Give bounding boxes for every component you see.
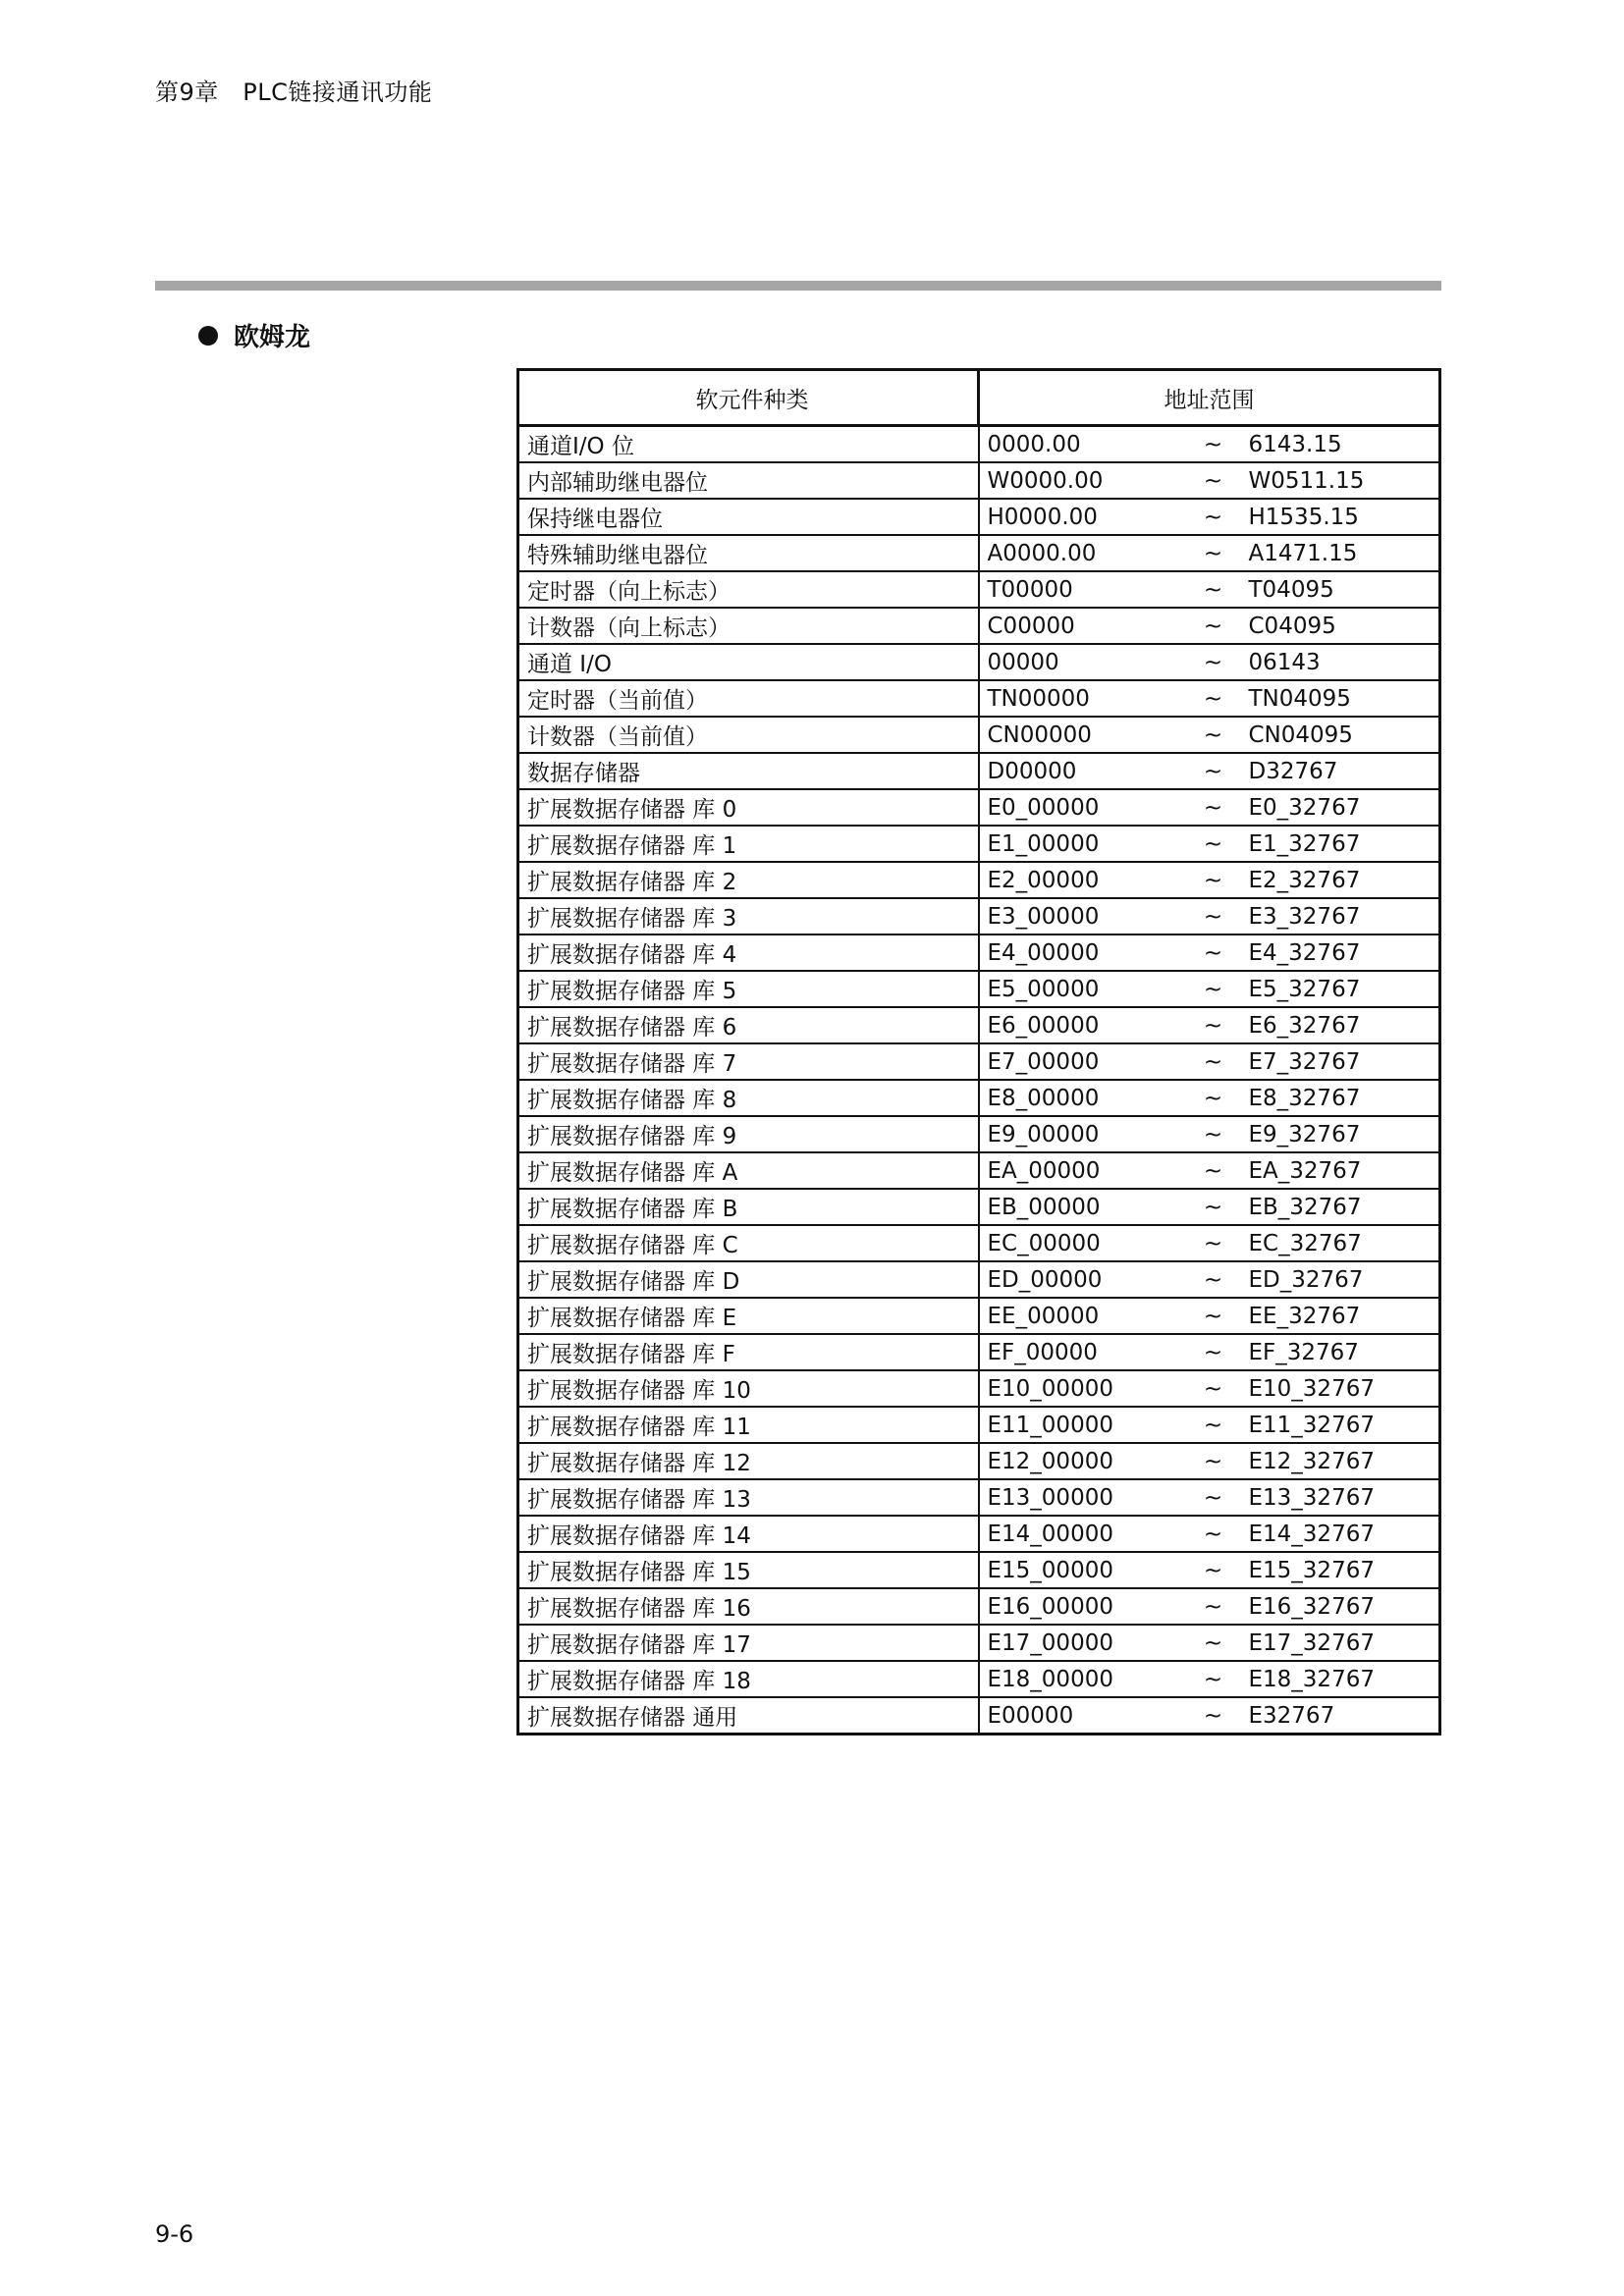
table-body	[518, 426, 1440, 1735]
range-end: EB_32767	[1248, 1194, 1362, 1220]
range-end: E15_32767	[1248, 1557, 1375, 1583]
range-separator: ~	[1203, 540, 1223, 566]
table-header-row	[518, 370, 1440, 426]
table-row	[518, 789, 1440, 826]
range-separator: ~	[1203, 1666, 1223, 1692]
range-separator: ~	[1203, 867, 1223, 893]
range-separator: ~	[1203, 721, 1223, 748]
address-range-cell	[979, 1116, 1440, 1152]
range-start: E8_00000	[987, 1085, 1100, 1111]
device-type-cell: 扩展数据存储器 库 3	[518, 898, 979, 934]
range-end: E5_32767	[1248, 976, 1361, 1002]
range-start: E9_00000	[987, 1121, 1100, 1148]
table-row	[518, 1334, 1440, 1370]
address-range-cell	[979, 426, 1440, 463]
device-type-cell: 内部辅助继电器位	[518, 462, 979, 499]
range-start: EB_00000	[987, 1194, 1101, 1220]
device-type-cell: 扩展数据存储器 库 5	[518, 971, 979, 1007]
range-separator: ~	[1203, 1048, 1223, 1075]
range-start: E18_00000	[987, 1666, 1113, 1692]
range-separator: ~	[1203, 1557, 1223, 1583]
device-type-cell: 扩展数据存储器 库 7	[518, 1043, 979, 1080]
range-start: TN00000	[987, 685, 1090, 712]
table-row	[518, 680, 1440, 717]
range-start: ED_00000	[987, 1266, 1103, 1293]
header-device-type: 软元件种类	[518, 370, 979, 426]
range-end: TN04095	[1248, 685, 1351, 712]
range-start: E5_00000	[987, 976, 1100, 1002]
range-end: E16_32767	[1248, 1593, 1375, 1620]
table-row	[518, 571, 1440, 608]
address-range-cell	[979, 1225, 1440, 1261]
range-end: E17_32767	[1248, 1629, 1375, 1656]
bullet-icon	[198, 326, 218, 346]
range-separator: ~	[1203, 830, 1223, 857]
range-end: D32767	[1248, 758, 1338, 784]
table-row	[518, 1043, 1440, 1080]
range-separator: ~	[1203, 431, 1223, 457]
range-start: E4_00000	[987, 939, 1100, 966]
table-row	[518, 826, 1440, 862]
section-heading	[198, 317, 310, 353]
range-end: E8_32767	[1248, 1085, 1361, 1111]
address-range-cell	[979, 535, 1440, 571]
header-address-range: 地址范围	[979, 370, 1440, 426]
range-end: ED_32767	[1248, 1266, 1364, 1293]
range-separator: ~	[1203, 1157, 1223, 1184]
device-type-cell: 扩展数据存储器 库 0	[518, 789, 979, 826]
table-row	[518, 1189, 1440, 1225]
address-range-cell	[979, 680, 1440, 717]
address-range-cell	[979, 1261, 1440, 1298]
address-range-cell	[979, 1516, 1440, 1552]
range-end: EF_32767	[1248, 1339, 1359, 1365]
range-separator: ~	[1203, 1194, 1223, 1220]
table-row	[518, 1443, 1440, 1479]
range-end: H1535.15	[1248, 504, 1359, 530]
section-divider	[155, 281, 1441, 291]
device-type-cell: 定时器（向上标志）	[518, 571, 979, 608]
table-row	[518, 717, 1440, 753]
range-end: E10_32767	[1248, 1375, 1375, 1402]
address-range-cell	[979, 1407, 1440, 1443]
table-row	[518, 462, 1440, 499]
device-type-cell: 通道I/O 位	[518, 426, 979, 463]
table-row	[518, 1370, 1440, 1407]
table-row	[518, 1479, 1440, 1516]
page-number: 9-6	[155, 2220, 194, 2248]
address-range-cell	[979, 1479, 1440, 1516]
range-separator: ~	[1203, 1121, 1223, 1148]
address-range-cell	[979, 1625, 1440, 1661]
range-start: 00000	[987, 649, 1059, 675]
range-start: EF_00000	[987, 1339, 1098, 1365]
table-row	[518, 1697, 1440, 1735]
device-type-cell: 扩展数据存储器 库 8	[518, 1080, 979, 1116]
table-row	[518, 608, 1440, 644]
range-start: EE_00000	[987, 1303, 1100, 1329]
range-separator: ~	[1203, 1629, 1223, 1656]
table-row	[518, 1552, 1440, 1588]
address-range-cell	[979, 898, 1440, 934]
range-separator: ~	[1203, 1702, 1223, 1729]
address-range-cell	[979, 499, 1440, 535]
address-range-cell	[979, 1152, 1440, 1189]
device-type-cell: 扩展数据存储器 库 18	[518, 1661, 979, 1697]
table-row	[518, 971, 1440, 1007]
range-separator: ~	[1203, 613, 1223, 639]
range-separator: ~	[1203, 1303, 1223, 1329]
address-range-cell	[979, 1697, 1440, 1735]
range-start: EA_00000	[987, 1157, 1101, 1184]
address-range-cell	[979, 934, 1440, 971]
range-end: T04095	[1248, 576, 1334, 603]
range-start: E00000	[987, 1702, 1074, 1729]
range-separator: ~	[1203, 685, 1223, 712]
address-range-cell	[979, 1370, 1440, 1407]
device-type-cell: 扩展数据存储器 库 16	[518, 1588, 979, 1625]
range-start: CN00000	[987, 721, 1092, 748]
range-start: E16_00000	[987, 1593, 1113, 1620]
address-range-cell	[979, 1334, 1440, 1370]
address-range-cell	[979, 1443, 1440, 1479]
range-end: E13_32767	[1248, 1484, 1375, 1511]
range-end: E0_32767	[1248, 794, 1361, 821]
range-start: EC_00000	[987, 1230, 1101, 1256]
range-start: E3_00000	[987, 903, 1100, 930]
range-start: T00000	[987, 576, 1073, 603]
range-start: E15_00000	[987, 1557, 1113, 1583]
range-separator: ~	[1203, 1593, 1223, 1620]
table-row	[518, 426, 1440, 463]
range-start: A0000.00	[987, 540, 1097, 566]
address-range-cell	[979, 717, 1440, 753]
range-end: E18_32767	[1248, 1666, 1375, 1692]
range-start: E1_00000	[987, 830, 1100, 857]
table-row	[518, 1152, 1440, 1189]
range-end: EE_32767	[1248, 1303, 1361, 1329]
range-end: C04095	[1248, 613, 1336, 639]
address-range-cell	[979, 1043, 1440, 1080]
table-row	[518, 1407, 1440, 1443]
range-end: E14_32767	[1248, 1521, 1375, 1547]
range-separator: ~	[1203, 1085, 1223, 1111]
range-start: C00000	[987, 613, 1075, 639]
range-start: E2_00000	[987, 867, 1100, 893]
range-end: A1471.15	[1248, 540, 1358, 566]
range-start: E0_00000	[987, 794, 1100, 821]
address-range-cell	[979, 644, 1440, 680]
range-separator: ~	[1203, 467, 1223, 494]
range-end: E4_32767	[1248, 939, 1361, 966]
table-row	[518, 1588, 1440, 1625]
range-separator: ~	[1203, 1448, 1223, 1474]
range-end: E3_32767	[1248, 903, 1361, 930]
device-type-cell: 通道 I/O	[518, 644, 979, 680]
range-end: EC_32767	[1248, 1230, 1362, 1256]
device-type-cell: 扩展数据存储器 库 4	[518, 934, 979, 971]
address-range-cell	[979, 753, 1440, 789]
section-title: 欧姆龙	[234, 323, 311, 352]
device-type-cell: 扩展数据存储器 库 10	[518, 1370, 979, 1407]
address-range-cell	[979, 571, 1440, 608]
table-row	[518, 862, 1440, 898]
table-row	[518, 1080, 1440, 1116]
range-end: 06143	[1248, 649, 1321, 675]
range-end: E11_32767	[1248, 1412, 1375, 1438]
range-start: H0000.00	[987, 504, 1098, 530]
range-end: EA_32767	[1248, 1157, 1362, 1184]
range-end: E1_32767	[1248, 830, 1361, 857]
device-type-cell: 扩展数据存储器 库 B	[518, 1189, 979, 1225]
device-type-cell: 扩展数据存储器 库 C	[518, 1225, 979, 1261]
range-separator: ~	[1203, 576, 1223, 603]
table-row	[518, 1116, 1440, 1152]
device-type-cell: 保持继电器位	[518, 499, 979, 535]
device-type-cell: 扩展数据存储器 库 17	[518, 1625, 979, 1661]
range-end: CN04095	[1248, 721, 1353, 748]
range-separator: ~	[1203, 1230, 1223, 1256]
range-start: E12_00000	[987, 1448, 1113, 1474]
range-end: E7_32767	[1248, 1048, 1361, 1075]
range-separator: ~	[1203, 1375, 1223, 1402]
range-separator: ~	[1203, 504, 1223, 530]
range-start: E17_00000	[987, 1629, 1113, 1656]
device-type-cell: 计数器（当前值）	[518, 717, 979, 753]
table-row	[518, 898, 1440, 934]
table-row	[518, 1625, 1440, 1661]
device-type-cell: 扩展数据存储器 库 A	[518, 1152, 979, 1189]
address-range-cell	[979, 608, 1440, 644]
device-type-cell: 特殊辅助继电器位	[518, 535, 979, 571]
range-start: 0000.00	[987, 431, 1081, 457]
device-type-cell: 扩展数据存储器 库 2	[518, 862, 979, 898]
range-end: E2_32767	[1248, 867, 1361, 893]
range-start: E10_00000	[987, 1375, 1113, 1402]
device-type-cell: 数据存储器	[518, 753, 979, 789]
device-type-cell: 扩展数据存储器 库 13	[518, 1479, 979, 1516]
device-type-cell: 扩展数据存储器 库 D	[518, 1261, 979, 1298]
table-row	[518, 535, 1440, 571]
device-type-cell: 扩展数据存储器 库 1	[518, 826, 979, 862]
device-type-cell: 扩展数据存储器 库 14	[518, 1516, 979, 1552]
address-range-cell	[979, 971, 1440, 1007]
range-separator: ~	[1203, 1012, 1223, 1039]
range-separator: ~	[1203, 649, 1223, 675]
range-separator: ~	[1203, 1521, 1223, 1547]
range-start: D00000	[987, 758, 1077, 784]
device-type-cell: 扩展数据存储器 库 15	[518, 1552, 979, 1588]
range-end: E12_32767	[1248, 1448, 1375, 1474]
table-row	[518, 1661, 1440, 1697]
device-type-cell: 扩展数据存储器 库 E	[518, 1298, 979, 1334]
device-type-cell: 扩展数据存储器 库 11	[518, 1407, 979, 1443]
range-start: E14_00000	[987, 1521, 1113, 1547]
address-range-cell	[979, 462, 1440, 499]
table-row	[518, 1516, 1440, 1552]
range-separator: ~	[1203, 1339, 1223, 1365]
address-range-cell	[979, 1552, 1440, 1588]
range-separator: ~	[1203, 976, 1223, 1002]
range-end: W0511.15	[1248, 467, 1365, 494]
address-range-cell	[979, 826, 1440, 862]
range-separator: ~	[1203, 1412, 1223, 1438]
range-separator: ~	[1203, 794, 1223, 821]
table-row	[518, 1261, 1440, 1298]
address-range-cell	[979, 1080, 1440, 1116]
range-start: W0000.00	[987, 467, 1104, 494]
chapter-header: 第9章 PLC链接通讯功能	[155, 79, 433, 106]
device-type-cell: 扩展数据存储器 库 6	[518, 1007, 979, 1043]
range-end: E6_32767	[1248, 1012, 1361, 1039]
range-start: E13_00000	[987, 1484, 1113, 1511]
range-end: E32767	[1248, 1702, 1335, 1729]
range-start: E7_00000	[987, 1048, 1100, 1075]
address-range-cell	[979, 789, 1440, 826]
range-separator: ~	[1203, 939, 1223, 966]
address-range-cell	[979, 1298, 1440, 1334]
address-range-cell	[979, 862, 1440, 898]
table-row	[518, 644, 1440, 680]
device-type-cell: 计数器（向上标志）	[518, 608, 979, 644]
table-row	[518, 1007, 1440, 1043]
address-range-cell	[979, 1588, 1440, 1625]
table-row	[518, 934, 1440, 971]
range-separator: ~	[1203, 1484, 1223, 1511]
table-row	[518, 1298, 1440, 1334]
range-separator: ~	[1203, 758, 1223, 784]
device-type-cell: 扩展数据存储器 通用	[518, 1697, 979, 1735]
range-separator: ~	[1203, 1266, 1223, 1293]
address-range-table	[516, 368, 1441, 1735]
device-type-cell: 扩展数据存储器 库 9	[518, 1116, 979, 1152]
table-row	[518, 1225, 1440, 1261]
address-range-cell	[979, 1189, 1440, 1225]
range-start: E11_00000	[987, 1412, 1113, 1438]
device-type-cell: 扩展数据存储器 库 F	[518, 1334, 979, 1370]
address-range-cell	[979, 1661, 1440, 1697]
device-type-cell: 扩展数据存储器 库 12	[518, 1443, 979, 1479]
range-separator: ~	[1203, 903, 1223, 930]
range-end: E9_32767	[1248, 1121, 1361, 1148]
range-end: 6143.15	[1248, 431, 1342, 457]
range-start: E6_00000	[987, 1012, 1100, 1039]
address-range-cell	[979, 1007, 1440, 1043]
table-row	[518, 499, 1440, 535]
table-row	[518, 753, 1440, 789]
device-type-cell: 定时器（当前值）	[518, 680, 979, 717]
